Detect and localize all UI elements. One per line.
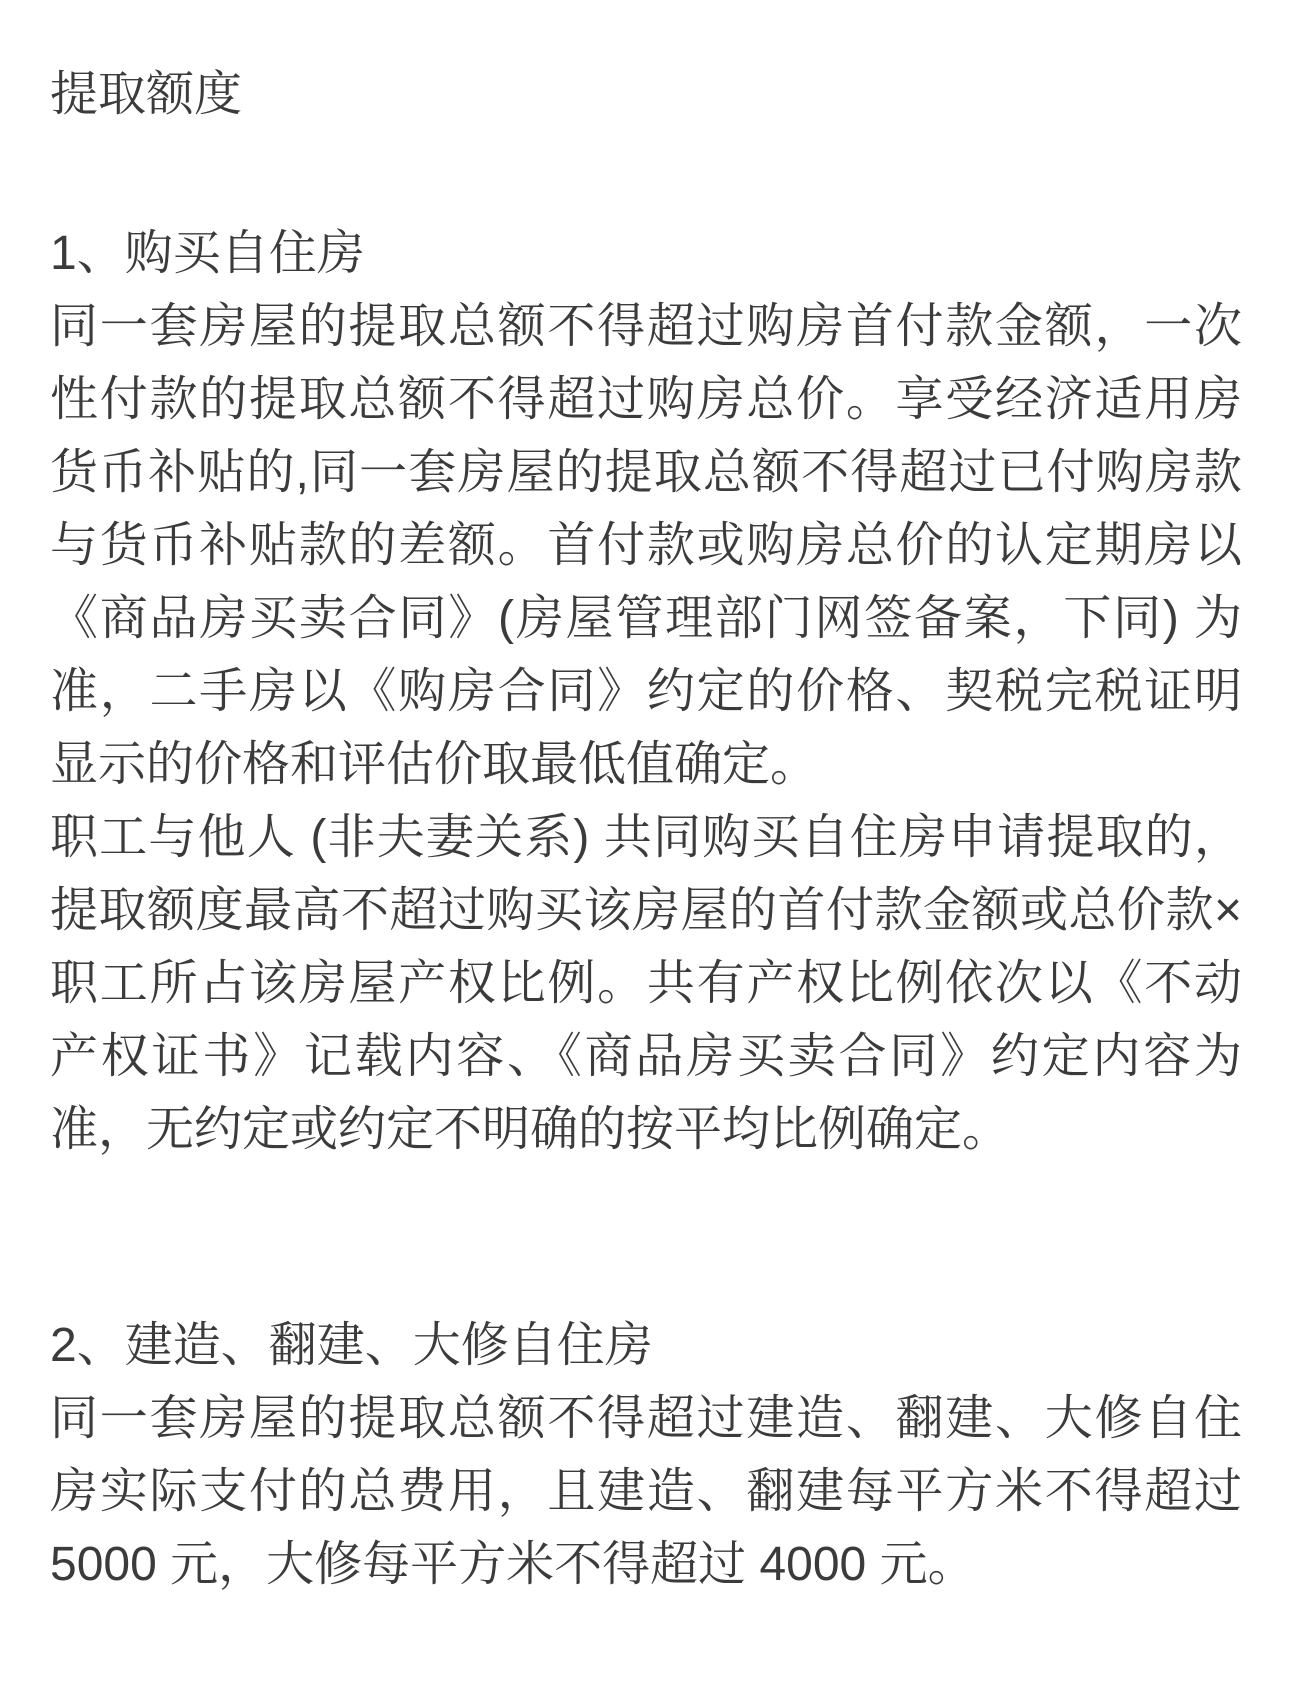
section-1-heading: 1、购买自住房 [50,227,365,280]
section-purchase-home [50,217,1242,1166]
section-1-paragraph-2: 职工与他人 (非夫妻关系) 共同购买自住房申请提取的，提取额度最高不超过购买该房屋的首付款金额或总价款×职工所占该房屋产权比例。共有产权比例依次以《不动产权证书》记载内容、《商品房买卖合同》约定内容为准，无约定或约定不明确的按平均比例确定。 [50,811,1242,1156]
section-2-paragraph-1: 同一套房屋的提取总额不得超过建造、翻建、大修自住房实际支付的总费用，且建造、翻建每平方米不得超过 5000 元，大修每平方米不得超过 4000 元。 [50,1392,1242,1591]
page-title: 提取额度 [50,68,243,121]
section-2-heading: 2、建造、翻建、大修自住房 [50,1319,653,1372]
section-build-rebuild-repair [50,1309,1242,1601]
section-1-paragraph-1: 同一套房屋的提取总额不得超过购房首付款金额，一次性付款的提取总额不得超过购房总价。享受经济适用房货币补贴的,同一套房屋的提取总额不得超过已付购房款与货币补贴款的差额。首付款或购房总价的认定期房以《商品房买卖合同》(房屋管理部门网签备案，下同) 为准，二手房以《购房合同》约定的价格、契税完税证明显示的价格和评估价取最低值确定。 [50,300,1242,791]
